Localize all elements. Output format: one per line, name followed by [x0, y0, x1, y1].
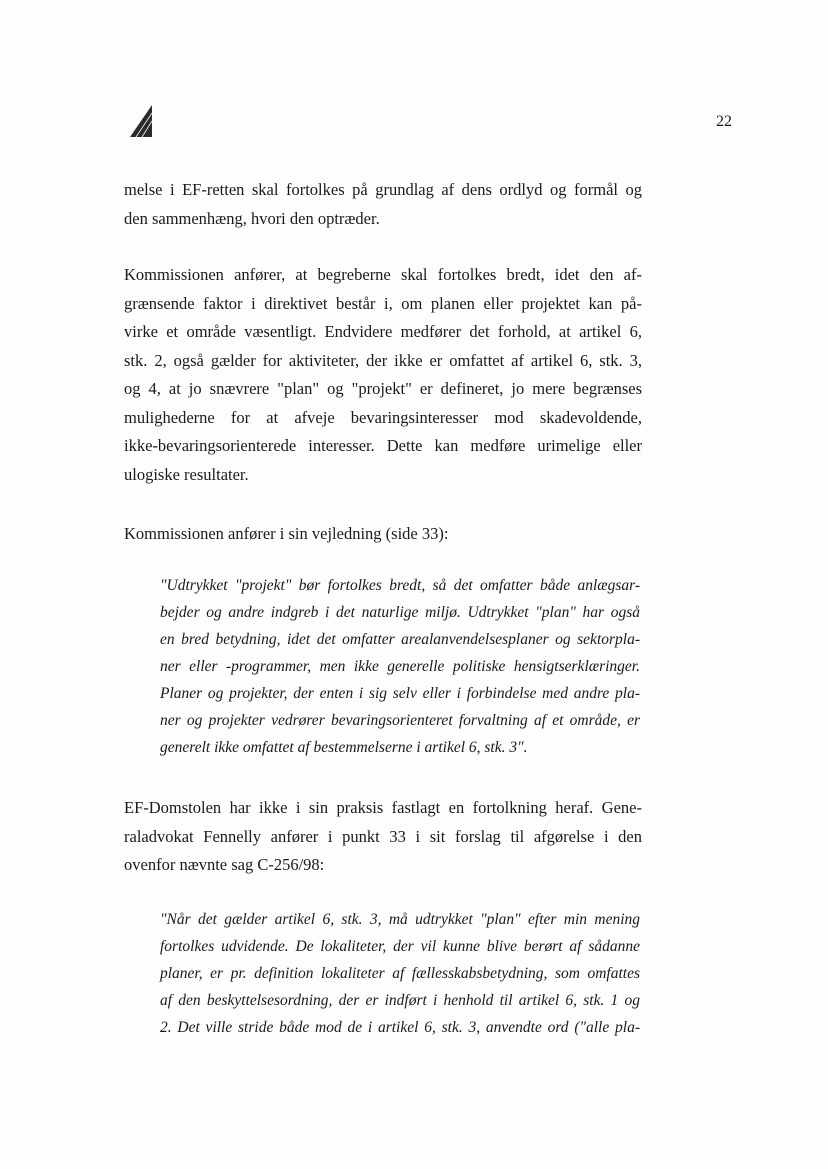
quote-line: "Udtrykket "projekt" bør fortolkes bredt, så det omfatter både anlægsar-	[160, 577, 640, 594]
paragraph-line: virke et område væsentligt. Endvidere medfører det forhold, at artikel 6,	[124, 322, 642, 341]
paragraph-line: Kommissionen anfører, at begreberne skal fortolkes bredt, idet den af-	[124, 265, 642, 284]
block-quote-2	[160, 906, 640, 1041]
quote-line: planer, er pr. definition lokaliteter af fællesskabsbetydning, som omfattes	[160, 965, 640, 982]
paragraph-line: den sammenhæng, hvori den optræder.	[124, 208, 380, 228]
paragraph-line: ulogiske resultater.	[124, 464, 249, 484]
paragraph-line: ikke-bevaringsorienterede interesser. Dette kan medføre urimelige eller	[124, 436, 642, 455]
paragraph-3	[124, 520, 642, 549]
paragraph-1	[124, 176, 642, 233]
paragraph-line: mulighederne for at afveje bevaringsinteresser mod skadevoldende,	[124, 407, 642, 427]
quote-line: Planer og projekter, der enten i sig selv eller i forbindelse med andre pla-	[160, 685, 640, 702]
paragraph-line: EF-Domstolen har ikke i sin praksis fastlagt en fortolkning heraf. Gene-	[124, 798, 642, 817]
paragraph-line: stk. 2, også gælder for aktiviteter, der ikke er omfattet af artikel 6, stk. 3,	[124, 350, 642, 370]
paragraph-line: grænsende faktor i direktivet består i, om planen eller projektet kan på-	[124, 293, 642, 313]
paragraph-line: melse i EF-retten skal fortolkes på grundlag af dens ordlyd og formål og	[124, 180, 642, 199]
quote-line: 2. Det ville stride både mod de i artikel 6, stk. 3, anvendte ord ("alle pla-	[160, 1019, 640, 1036]
quote-line: ner og projekter vedrører bevaringsorienteret forvaltning af et område, er	[160, 712, 640, 729]
page-number: 22	[716, 113, 732, 130]
quote-line: ner eller -programmer, men ikke generelle politiske hensigtserklæringer.	[160, 658, 640, 675]
paragraph-4	[124, 794, 642, 880]
quote-line: generelt ikke omfattet af bestemmelserne i artikel 6, stk. 3".	[160, 739, 528, 756]
block-quote-1	[160, 572, 640, 761]
quote-line: fortolkes udvidende. De lokaliteter, der vil kunne blive berørt af sådanne	[160, 938, 640, 955]
paragraph-line: Kommissionen anfører i sin vejledning (side 33):	[124, 524, 449, 543]
quote-line: bejder og andre indgreb i det naturlige miljø. Udtrykket "plan" har også	[160, 604, 640, 621]
quote-line: en bred betydning, idet det omfatter arealanvendelsesplaner og sektorpla-	[160, 631, 640, 648]
paragraph-line: raladvokat Fennelly anfører i punkt 33 i sit forslag til afgørelse i den	[124, 826, 642, 846]
paragraph-line: og 4, at jo snævrere "plan" og "projekt" er defineret, jo mere begrænses	[124, 379, 642, 398]
quote-line: "Når det gælder artikel 6, stk. 3, må udtrykket "plan" efter min mening	[160, 911, 640, 928]
logo-icon	[128, 103, 154, 139]
paragraph-2	[124, 261, 642, 489]
paragraph-line: ovenfor nævnte sag C-256/98:	[124, 855, 325, 874]
quote-line: af den beskyttelsesordning, der er indført i henhold til artikel 6, stk. 1 og	[160, 992, 640, 1009]
